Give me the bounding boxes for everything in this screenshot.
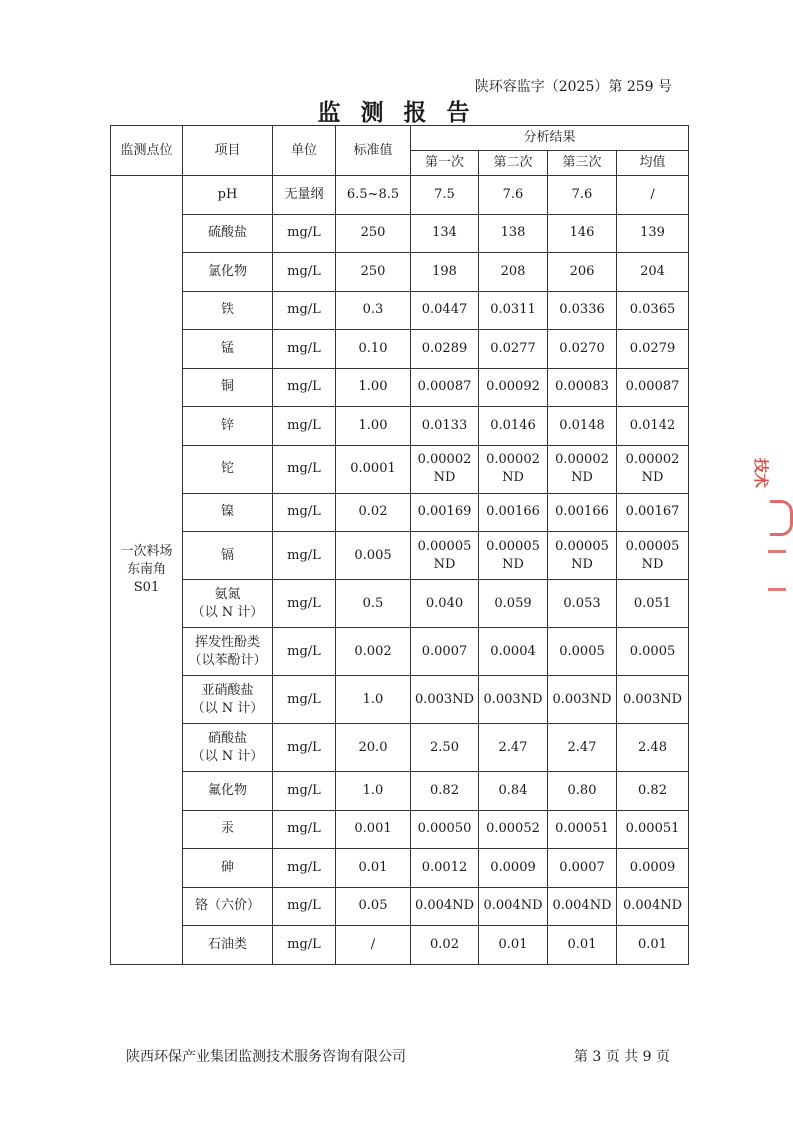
standard-value-cell: 6.5~8.5 xyxy=(336,176,411,215)
result-average-cell: 0.0005 xyxy=(617,628,689,676)
unit-cell: mg/L xyxy=(273,214,336,253)
table-row xyxy=(111,176,689,215)
table-row xyxy=(111,291,689,330)
result-third-cell: 0.0007 xyxy=(548,849,617,888)
result-second-cell: 0.01 xyxy=(479,926,548,965)
result-second-cell: 0.0311 xyxy=(479,291,548,330)
header-average: 均值 xyxy=(617,151,689,176)
site-label: S01 xyxy=(133,579,160,595)
table-row xyxy=(111,214,689,253)
item-cell xyxy=(183,176,273,215)
footer-page-number: 第 3 页 共 9 页 xyxy=(573,1049,670,1065)
seal-stamp xyxy=(752,440,793,610)
result-second-cell: 208 xyxy=(479,253,548,292)
item-cell xyxy=(183,407,273,446)
header-standard: 标准值 xyxy=(336,126,411,176)
item-name: 铁 xyxy=(220,302,234,318)
item-basis: （以苯酚计） xyxy=(188,652,267,668)
result-first-cell: 0.00087 xyxy=(411,368,479,407)
header-third: 第三次 xyxy=(548,151,617,176)
result-average-cell: 0.01 xyxy=(617,926,689,965)
document-number: 陕环容监字（2025）第 259 号 xyxy=(474,79,672,95)
item-cell xyxy=(183,493,273,532)
item-name: 亚硝酸盐 xyxy=(201,682,254,698)
result-average-cell: 0.0279 xyxy=(617,330,689,369)
result-value: 0.00002 xyxy=(555,452,609,467)
item-name: pH xyxy=(217,186,238,202)
standard-value-cell: 0.5 xyxy=(336,580,411,628)
item-cell xyxy=(183,214,273,253)
nd-flag: ND xyxy=(571,556,593,572)
item-basis: （以 N 计） xyxy=(191,604,264,620)
header-analysis-results: 分析结果 xyxy=(411,126,689,151)
result-third-cell: 0.00166 xyxy=(548,493,617,532)
table-row xyxy=(111,493,689,532)
standard-value-cell: 1.00 xyxy=(336,368,411,407)
result-first-cell xyxy=(411,532,479,580)
standard-value-cell: 0.005 xyxy=(336,532,411,580)
table-body xyxy=(111,176,689,965)
unit-cell: mg/L xyxy=(273,926,336,965)
item-cell xyxy=(183,291,273,330)
unit-cell: mg/L xyxy=(273,887,336,926)
result-second-cell: 2.47 xyxy=(479,724,548,772)
result-average-cell: 2.48 xyxy=(617,724,689,772)
result-value: 0.00005 xyxy=(625,538,680,554)
item-cell xyxy=(183,849,273,888)
result-second-cell: 0.0004 xyxy=(479,628,548,676)
table-row xyxy=(111,887,689,926)
table-row xyxy=(111,628,689,676)
result-first-cell: 0.0289 xyxy=(411,330,479,369)
result-first-cell: 0.040 xyxy=(411,580,479,628)
unit-cell: mg/L xyxy=(273,849,336,888)
item-name: 铜 xyxy=(220,379,234,395)
item-cell xyxy=(183,445,273,493)
standard-value-cell: 0.001 xyxy=(336,810,411,849)
item-cell xyxy=(183,724,273,772)
item-cell xyxy=(183,253,273,292)
unit-cell: mg/L xyxy=(273,368,336,407)
item-name: 硫酸盐 xyxy=(207,225,247,241)
item-name: 锌 xyxy=(220,417,234,433)
result-second-cell xyxy=(479,445,548,493)
item-cell xyxy=(183,926,273,965)
result-average-cell: 139 xyxy=(617,214,689,253)
nd-flag: ND xyxy=(641,556,664,572)
item-name: 铬（六价） xyxy=(194,898,260,914)
monitoring-site-cell xyxy=(111,176,183,965)
result-first-cell: 0.82 xyxy=(411,772,479,811)
item-cell xyxy=(183,772,273,811)
result-value: 0.00005 xyxy=(555,538,609,554)
result-second-cell: 7.6 xyxy=(479,176,548,215)
result-third-cell: 0.00051 xyxy=(548,810,617,849)
item-name: 铊 xyxy=(220,461,234,476)
table-row xyxy=(111,407,689,446)
result-third-cell: 206 xyxy=(548,253,617,292)
unit-cell: mg/L xyxy=(273,724,336,772)
result-first-cell: 7.5 xyxy=(411,176,479,215)
result-second-cell: 138 xyxy=(479,214,548,253)
result-average-cell: 0.051 xyxy=(617,580,689,628)
result-third-cell: 0.0270 xyxy=(548,330,617,369)
result-value: 0.00002 xyxy=(486,452,540,467)
result-first-cell: 0.0447 xyxy=(411,291,479,330)
result-value: 0.00002 xyxy=(625,452,680,467)
result-average-cell: 204 xyxy=(617,253,689,292)
item-name: 硝酸盐 xyxy=(207,730,247,746)
site-label: 东南角 xyxy=(126,561,166,577)
item-cell xyxy=(183,810,273,849)
result-third-cell: 0.004ND xyxy=(548,887,617,926)
standard-value-cell: 250 xyxy=(336,214,411,253)
result-average-cell: 0.82 xyxy=(617,772,689,811)
monitoring-report-table xyxy=(110,125,689,965)
result-third-cell xyxy=(548,445,617,493)
result-third-cell: 0.0148 xyxy=(548,407,617,446)
result-average-cell xyxy=(617,532,689,580)
result-first-cell xyxy=(411,445,479,493)
standard-value-cell: 0.05 xyxy=(336,887,411,926)
result-second-cell: 0.84 xyxy=(479,772,548,811)
unit-cell: mg/L xyxy=(273,330,336,369)
result-third-cell: 0.01 xyxy=(548,926,617,965)
table-row xyxy=(111,532,689,580)
result-average-cell: / xyxy=(617,176,689,215)
result-second-cell: 0.0009 xyxy=(479,849,548,888)
result-third-cell: 0.00083 xyxy=(548,368,617,407)
item-name: 氯化物 xyxy=(207,263,247,279)
table-row xyxy=(111,926,689,965)
result-average-cell: 0.003ND xyxy=(617,676,689,724)
header-second: 第二次 xyxy=(479,151,548,176)
result-third-cell: 0.0336 xyxy=(548,291,617,330)
item-name: 砷 xyxy=(220,859,234,875)
unit-cell: mg/L xyxy=(273,810,336,849)
standard-value-cell: 0.02 xyxy=(336,493,411,532)
result-second-cell: 0.0146 xyxy=(479,407,548,446)
result-average-cell: 0.00087 xyxy=(617,368,689,407)
result-second-cell: 0.0277 xyxy=(479,330,548,369)
result-first-cell: 0.00169 xyxy=(411,493,479,532)
unit-cell: mg/L xyxy=(273,580,336,628)
result-second-cell xyxy=(479,532,548,580)
item-cell xyxy=(183,676,273,724)
nd-flag: ND xyxy=(502,556,524,572)
result-first-cell: 2.50 xyxy=(411,724,479,772)
standard-value-cell: / xyxy=(336,926,411,965)
nd-flag: ND xyxy=(433,556,456,572)
result-first-cell: 0.02 xyxy=(411,926,479,965)
unit-cell: mg/L xyxy=(273,676,336,724)
unit-cell: mg/L xyxy=(273,628,336,676)
standard-value-cell: 20.0 xyxy=(336,724,411,772)
standard-value-cell: 0.01 xyxy=(336,849,411,888)
standard-value-cell: 1.0 xyxy=(336,676,411,724)
nd-flag: ND xyxy=(641,470,664,485)
nd-flag: ND xyxy=(502,470,524,485)
unit-cell: mg/L xyxy=(273,493,336,532)
result-second-cell: 0.004ND xyxy=(479,887,548,926)
result-first-cell: 0.0012 xyxy=(411,849,479,888)
standard-value-cell: 0.002 xyxy=(336,628,411,676)
table-row xyxy=(111,445,689,493)
nd-flag: ND xyxy=(571,470,593,485)
table-row xyxy=(111,810,689,849)
result-third-cell: 0.0005 xyxy=(548,628,617,676)
result-first-cell: 0.004ND xyxy=(411,887,479,926)
table-row xyxy=(111,676,689,724)
unit-cell: mg/L xyxy=(273,445,336,493)
table-row xyxy=(111,253,689,292)
unit-cell: mg/L xyxy=(273,532,336,580)
unit-cell: mg/L xyxy=(273,772,336,811)
result-third-cell: 7.6 xyxy=(548,176,617,215)
result-second-cell: 0.059 xyxy=(479,580,548,628)
stamp-text: 技术 xyxy=(752,458,770,489)
result-first-cell: 0.003ND xyxy=(411,676,479,724)
table-row xyxy=(111,849,689,888)
header-monitoring-point: 监测点位 xyxy=(111,126,183,176)
item-basis: （以 N 计） xyxy=(191,700,264,716)
unit-cell: mg/L xyxy=(273,291,336,330)
unit-cell: mg/L xyxy=(273,407,336,446)
header-unit: 单位 xyxy=(273,126,336,176)
result-first-cell: 0.0007 xyxy=(411,628,479,676)
result-second-cell: 0.003ND xyxy=(479,676,548,724)
result-second-cell: 0.00052 xyxy=(479,810,548,849)
site-label: 一次料场 xyxy=(120,543,173,559)
result-first-cell: 134 xyxy=(411,214,479,253)
item-cell xyxy=(183,368,273,407)
header-item: 项目 xyxy=(183,126,273,176)
header-first: 第一次 xyxy=(411,151,479,176)
item-name: 镍 xyxy=(220,504,234,520)
result-third-cell: 0.80 xyxy=(548,772,617,811)
result-average-cell xyxy=(617,445,689,493)
table-row xyxy=(111,330,689,369)
result-third-cell: 2.47 xyxy=(548,724,617,772)
result-average-cell: 0.004ND xyxy=(617,887,689,926)
result-average-cell: 0.0142 xyxy=(617,407,689,446)
item-cell xyxy=(183,580,273,628)
result-second-cell: 0.00092 xyxy=(479,368,548,407)
standard-value-cell: 1.00 xyxy=(336,407,411,446)
item-cell xyxy=(183,532,273,580)
standard-value-cell: 0.0001 xyxy=(336,445,411,493)
item-basis: （以 N 计） xyxy=(191,748,264,764)
unit-cell: mg/L xyxy=(273,253,336,292)
result-first-cell: 0.0133 xyxy=(411,407,479,446)
result-value: 0.00005 xyxy=(486,538,540,554)
table-row xyxy=(111,772,689,811)
item-name: 镉 xyxy=(220,547,234,563)
item-name: 石油类 xyxy=(207,936,247,952)
result-second-cell: 0.00166 xyxy=(479,493,548,532)
item-name: 挥发性酚类 xyxy=(194,634,260,650)
table-row xyxy=(111,368,689,407)
item-name: 氨氮 xyxy=(214,586,241,602)
stamp-line xyxy=(768,550,786,553)
standard-value-cell: 0.10 xyxy=(336,330,411,369)
result-third-cell xyxy=(548,532,617,580)
nd-flag: ND xyxy=(433,470,456,485)
item-name: 氟化物 xyxy=(207,782,247,798)
result-third-cell: 0.003ND xyxy=(548,676,617,724)
item-cell xyxy=(183,628,273,676)
standard-value-cell: 0.3 xyxy=(336,291,411,330)
result-average-cell: 0.0365 xyxy=(617,291,689,330)
result-average-cell: 0.0009 xyxy=(617,849,689,888)
result-average-cell: 0.00167 xyxy=(617,493,689,532)
item-cell xyxy=(183,330,273,369)
item-name: 锰 xyxy=(220,340,234,356)
item-name: 汞 xyxy=(220,821,234,837)
footer-company: 陕西环保产业集团监测技术服务咨询有限公司 xyxy=(126,1049,406,1065)
unit-cell: 无量纲 xyxy=(273,176,336,215)
result-first-cell: 198 xyxy=(411,253,479,292)
result-average-cell: 0.00051 xyxy=(617,810,689,849)
table-row xyxy=(111,724,689,772)
stamp-line xyxy=(768,588,786,591)
table-row xyxy=(111,580,689,628)
result-first-cell: 0.00050 xyxy=(411,810,479,849)
result-third-cell: 0.053 xyxy=(548,580,617,628)
item-cell xyxy=(183,887,273,926)
stamp-mark xyxy=(770,500,793,536)
standard-value-cell: 250 xyxy=(336,253,411,292)
standard-value-cell: 1.0 xyxy=(336,772,411,811)
result-value: 0.00002 xyxy=(417,452,472,467)
result-third-cell: 146 xyxy=(548,214,617,253)
page-title: 监 测 报 告 xyxy=(317,99,476,126)
result-value: 0.00005 xyxy=(417,538,472,554)
